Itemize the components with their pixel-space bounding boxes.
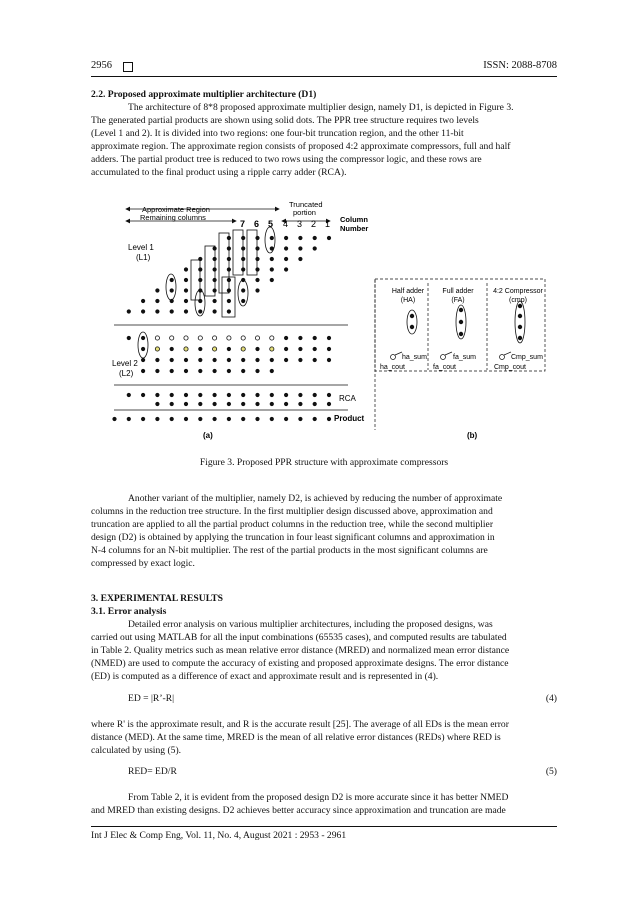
partial-product-dot <box>127 309 131 313</box>
partial-product-dot <box>313 402 317 406</box>
fa-cout-label: fa_cout <box>433 364 456 371</box>
subfigure-a-label: (a) <box>203 431 213 440</box>
product-label: Product <box>334 414 365 423</box>
partial-product-dot <box>170 402 174 406</box>
approx-region-label: Approximate Region <box>142 205 210 214</box>
partial-product-dot <box>241 417 245 421</box>
partial-product-dot <box>327 358 331 362</box>
partial-product-dot <box>184 309 188 313</box>
partial-product-dot <box>227 402 231 406</box>
remaining-columns-label: Remaining columns <box>140 213 206 222</box>
rca-label: RCA <box>339 394 356 403</box>
text-line: (NMED) are used to compute the accuracy of existing and proposed approximate designs. The error distance <box>91 658 509 670</box>
full-adder-label: Full adder <box>442 288 474 295</box>
text-line: The generated partial products are shown using solid dots. The PPR tree structure requires two levels <box>91 115 479 127</box>
partial-product-dot <box>184 369 188 373</box>
section-2-2-paragraph <box>91 101 557 180</box>
partial-product-dot <box>255 393 259 397</box>
partial-product-dot <box>213 358 217 362</box>
partial-product-dot <box>255 347 259 351</box>
level2-dot-tree <box>127 336 331 373</box>
partial-product-dot <box>198 369 202 373</box>
partial-product-dot <box>170 278 174 282</box>
partial-product-dot <box>255 369 259 373</box>
partial-product-dot <box>184 358 188 362</box>
section-2-2-heading: 2.2. Proposed approximate multiplier architecture (D1) <box>91 89 317 100</box>
text-line: N-4 columns for an N-bit multiplier. The rest of the partial products in the most significant columns are <box>91 545 488 557</box>
partial-product-dot <box>227 417 231 421</box>
partial-product-dot <box>255 236 259 240</box>
level1-groups <box>166 227 275 317</box>
text-line: accumulated to the final product using a ripple carry adder (RCA). <box>91 167 347 179</box>
partial-product-dot <box>284 402 288 406</box>
partial-product-dot <box>270 393 274 397</box>
partial-product-dot <box>155 393 159 397</box>
text-line: columns in the reduction tree structure. In the first multiplier design discussed above, approximation and <box>91 506 493 518</box>
text-line: (Level 1 and 2). It is divided into two regions: one four-bit truncation region, and the other 11-bit <box>91 128 464 140</box>
partial-product-dot <box>213 336 217 340</box>
partial-product-dot <box>170 309 174 313</box>
text-line: compressed by exact logic. <box>91 558 195 570</box>
partial-product-dot <box>127 417 131 421</box>
text-line: From Table 2, it is evident from the proposed design D2 is more accurate since it has better NMED <box>128 792 509 803</box>
partial-product-dot <box>255 257 259 261</box>
partial-product-dot <box>112 417 116 421</box>
partial-product-dot <box>155 347 159 351</box>
partial-product-dot <box>227 347 231 351</box>
partial-product-dot <box>141 309 145 313</box>
partial-product-dot <box>227 393 231 397</box>
partial-product-dot <box>327 236 331 240</box>
partial-product-dot <box>155 309 159 313</box>
text-line: distance (MED). At the same time, MRED is the mean of all relative error distances (REDs) where RED is <box>91 732 501 744</box>
text-line: Detailed error analysis on various multiplier architectures, including the proposed designs, was <box>128 619 493 630</box>
partial-product-dot <box>313 236 317 240</box>
partial-product-dot <box>184 393 188 397</box>
partial-product-dot <box>127 393 131 397</box>
partial-product-dot <box>255 246 259 250</box>
partial-product-dot <box>184 288 188 292</box>
text-line: adders. The partial product tree is reduced to two rows using the compressor logic, and these rows are <box>91 154 482 166</box>
partial-product-dot <box>241 347 245 351</box>
text-line: where R' is the approximate result, and R is the accurate result [25]. The average of all EDs is the mean error <box>91 719 509 730</box>
partial-product-dot <box>141 347 145 351</box>
subfigure-b-label: (b) <box>467 431 478 440</box>
partial-product-dot <box>241 336 245 340</box>
text-line: truncation are applied to all the partial product columns in the reduction tree, while the second multiplier <box>91 519 494 531</box>
partial-product-dot <box>155 369 159 373</box>
partial-product-dot <box>284 393 288 397</box>
partial-product-dot <box>327 417 331 421</box>
partial-product-dot <box>284 358 288 362</box>
partial-product-dot <box>141 417 145 421</box>
partial-product-dot <box>313 246 317 250</box>
level2-sub-label: (L2) <box>119 369 134 378</box>
equation-number: (4) <box>545 693 557 704</box>
text-line: (ED) is computed as a difference of exact and approximate result and is represented in (4). <box>91 671 439 683</box>
section-3-1-paragraph-2 <box>91 718 557 757</box>
text-line: design (D2) is obtained by applying the truncation in four least significant columns and approximation in <box>91 532 495 544</box>
partial-product-dot <box>184 347 188 351</box>
text-line: in Table 2. Quality metrics such as mean relative error distance (MRED) and normalized mean error distance <box>91 645 510 657</box>
partial-product-dot <box>255 358 259 362</box>
text-line: carried out using MATLAB for all the input combinations (65535 cases), and computed results are tabulated <box>91 632 507 644</box>
partial-product-dot <box>184 417 188 421</box>
partial-product-dot <box>270 267 274 271</box>
partial-product-dot <box>255 278 259 282</box>
partial-product-dot <box>255 336 259 340</box>
partial-product-dot <box>284 336 288 340</box>
partial-product-dot <box>155 336 159 340</box>
compressor-abbr: (cmp) <box>509 297 527 304</box>
partial-product-dot <box>213 347 217 351</box>
partial-product-dot <box>313 417 317 421</box>
partial-product-dot <box>155 417 159 421</box>
column-number: 7 <box>240 219 246 229</box>
partial-product-dot <box>327 402 331 406</box>
header-rule <box>91 76 557 77</box>
partial-product-dot <box>313 347 317 351</box>
partial-product-dot <box>270 278 274 282</box>
partial-product-dot <box>155 299 159 303</box>
partial-product-dot <box>255 267 259 271</box>
cmp-cout-label: Cmp_cout <box>494 364 526 371</box>
partial-product-dot <box>198 358 202 362</box>
partial-product-dot <box>270 358 274 362</box>
section-3-heading: 3. EXPERIMENTAL RESULTS <box>91 593 223 604</box>
truncated-label: Truncated <box>289 200 323 209</box>
figure-caption: Figure 3. Proposed PPR structure with approximate compressors <box>199 457 449 468</box>
partial-product-dot <box>213 369 217 373</box>
equation-4 <box>128 693 557 704</box>
partial-product-dot <box>284 267 288 271</box>
partial-product-dot <box>241 393 245 397</box>
partial-product-dot <box>141 358 145 362</box>
figure-3 <box>110 195 550 445</box>
section-3-1-heading: 3.1. Error analysis <box>91 606 167 617</box>
partial-product-dot <box>184 336 188 340</box>
partial-product-dot <box>241 402 245 406</box>
partial-product-dot <box>270 236 274 240</box>
partial-product-dot <box>270 417 274 421</box>
partial-product-dot <box>227 299 231 303</box>
partial-product-dot <box>270 336 274 340</box>
partial-product-dot <box>284 236 288 240</box>
equation-number: (5) <box>545 766 557 777</box>
partial-product-dot <box>198 402 202 406</box>
fa-sum-label: fa_sum <box>453 354 476 361</box>
section-3-1-paragraph-3 <box>91 791 557 817</box>
partial-product-dot <box>170 417 174 421</box>
level1-label: Level 1 <box>128 243 154 252</box>
partial-product-dot <box>227 358 231 362</box>
portion-label: portion <box>293 208 316 217</box>
partial-product-dot <box>327 393 331 397</box>
partial-product-dot <box>298 402 302 406</box>
partial-product-dot <box>184 299 188 303</box>
partial-product-dot <box>213 299 217 303</box>
partial-product-dot <box>170 288 174 292</box>
partial-product-dot <box>198 393 202 397</box>
partial-product-dot <box>170 369 174 373</box>
partial-product-dot <box>170 336 174 340</box>
partial-product-dot <box>327 336 331 340</box>
partial-product-dot <box>313 336 317 340</box>
section-3-1-paragraph-1 <box>91 618 557 683</box>
partial-product-dot <box>141 336 145 340</box>
partial-product-dot <box>227 369 231 373</box>
partial-product-dot <box>170 347 174 351</box>
partial-product-dot <box>270 347 274 351</box>
column-label: Column <box>340 215 368 224</box>
cmp-sum-label: Cmp_sum <box>511 354 543 361</box>
partial-product-dot <box>241 358 245 362</box>
partial-product-dot <box>213 402 217 406</box>
number-label: Number <box>340 224 369 233</box>
column-number: 5 <box>268 219 274 229</box>
product-dot-row <box>112 417 331 421</box>
partial-product-dot <box>127 336 131 340</box>
partial-product-dot <box>284 417 288 421</box>
partial-product-dot <box>327 347 331 351</box>
d2-paragraph <box>91 492 557 571</box>
partial-product-dot <box>298 257 302 261</box>
column-number: 6 <box>254 219 260 229</box>
ha-sum-label: ha_sum <box>402 354 427 361</box>
level1-sub-label: (L1) <box>136 253 151 262</box>
text-line: The architecture of 8*8 proposed approximate multiplier design, namely D1, is depicted in Figure 3. <box>128 102 514 113</box>
partial-product-dot <box>213 393 217 397</box>
partial-product-dot <box>227 309 231 313</box>
partial-product-dot <box>255 417 259 421</box>
partial-product-dot <box>313 393 317 397</box>
partial-product-dot <box>298 417 302 421</box>
partial-product-dot <box>298 246 302 250</box>
full-adder-abbr: (FA) <box>451 297 465 304</box>
partial-product-dot <box>241 288 245 292</box>
square-bullet-icon <box>123 62 133 72</box>
text-line: approximate region. The approximate region consists of proposed 4:2 approximate compressors, full and half <box>91 141 511 153</box>
half-adder-abbr: (HA) <box>400 297 416 304</box>
partial-product-dot <box>198 336 202 340</box>
column-number: 4 <box>283 219 289 229</box>
partial-product-dot <box>141 369 145 373</box>
partial-product-dot <box>284 257 288 261</box>
text-line: Another variant of the multiplier, namely D2, is achieved by reducing the number of approximate <box>128 493 503 504</box>
partial-product-dot <box>213 309 217 313</box>
partial-product-dot <box>141 299 145 303</box>
issn: ISSN: 2088-8708 <box>483 60 557 71</box>
partial-product-dot <box>155 358 159 362</box>
partial-product-dot <box>298 236 302 240</box>
partial-product-dot <box>270 369 274 373</box>
page-number: 2956 <box>91 60 112 71</box>
column-number: 3 <box>297 219 303 229</box>
compressor-label: 4:2 Compressor <box>493 288 543 295</box>
partial-product-dot <box>298 347 302 351</box>
column-number: 1 <box>325 219 331 229</box>
text-line: calculated by using (5). <box>91 745 182 757</box>
partial-product-dot <box>241 299 245 303</box>
partial-product-dot <box>198 417 202 421</box>
partial-product-dot <box>255 288 259 292</box>
footer: Int J Elec & Comp Eng, Vol. 11, No. 4, August 2021 : 2953 - 2961 <box>91 830 347 841</box>
partial-product-dot <box>298 358 302 362</box>
partial-product-dot <box>184 278 188 282</box>
level2-groups <box>138 332 148 358</box>
partial-product-dot <box>141 393 145 397</box>
equation-text: RED= ED/R <box>128 766 177 777</box>
partial-product-dot <box>184 267 188 271</box>
partial-product-dot <box>198 347 202 351</box>
equation-5 <box>128 766 557 777</box>
partial-product-dot <box>198 309 202 313</box>
partial-product-dot <box>270 257 274 261</box>
partial-product-dot <box>313 358 317 362</box>
footer-rule <box>91 826 557 827</box>
partial-product-dot <box>241 369 245 373</box>
partial-product-dot <box>298 336 302 340</box>
partial-product-dot <box>184 402 188 406</box>
page-header <box>91 60 557 76</box>
partial-product-dot <box>155 402 159 406</box>
partial-product-dot <box>284 246 288 250</box>
level2-label: Level 2 <box>112 359 138 368</box>
partial-product-dot <box>227 336 231 340</box>
text-line: and MRED than existing designs. D2 achieves better accuracy since approximation and truncation are made <box>91 805 506 817</box>
equation-text: ED = |R’-R| <box>128 693 175 704</box>
ha-group <box>407 310 417 334</box>
partial-product-dot <box>284 347 288 351</box>
partial-product-dot <box>155 288 159 292</box>
partial-product-dot <box>170 393 174 397</box>
partial-product-dot <box>213 417 217 421</box>
rca-dot-rows <box>127 393 331 406</box>
column-number: 2 <box>311 219 317 229</box>
partial-product-dot <box>298 393 302 397</box>
half-adder-label: Half adder <box>391 288 425 295</box>
partial-product-dot <box>270 402 274 406</box>
partial-product-dot <box>170 358 174 362</box>
ha-cout-label: ha_cout <box>380 364 405 371</box>
partial-product-dot <box>255 402 259 406</box>
